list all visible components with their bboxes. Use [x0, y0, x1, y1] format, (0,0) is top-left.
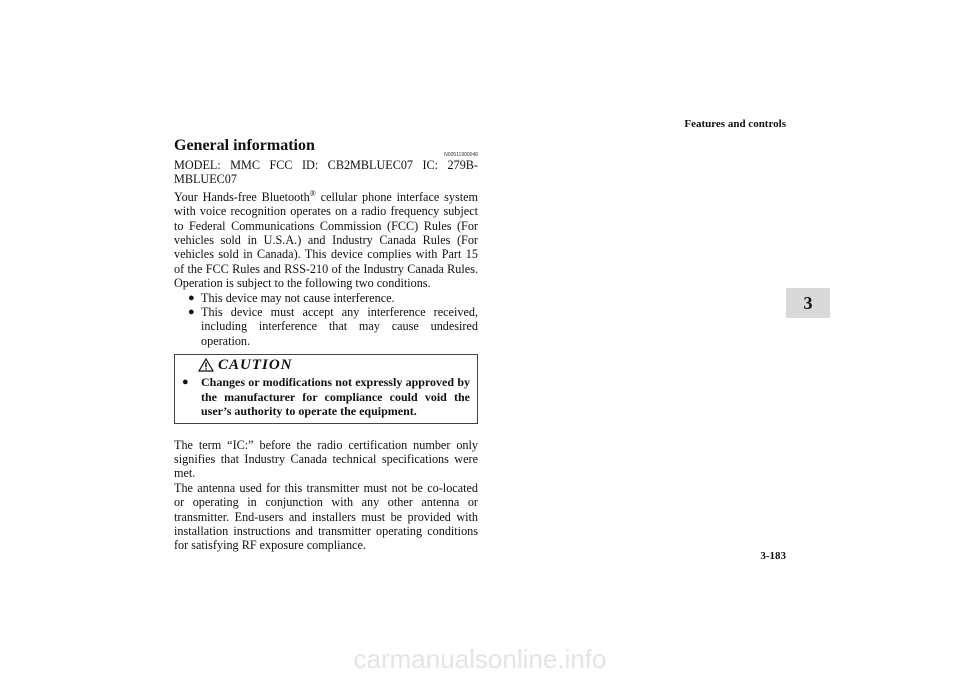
caution-list	[182, 375, 470, 418]
model-line: MODEL: MMC FCC ID: CB2MBLUEC07 IC: 279B-MBLUEC07	[174, 158, 478, 187]
intro-text-start: Your Hands-free Bluetooth	[174, 189, 310, 204]
registered-mark: ®	[309, 188, 316, 198]
chapter-header: Features and controls	[684, 118, 786, 130]
condition-text: This device must accept any interference received, including interference that may cause undesired operation.	[201, 305, 478, 348]
section-code: N00511900046	[444, 152, 478, 158]
page-number: 3-183	[760, 550, 786, 562]
caution-box	[174, 354, 478, 423]
list-item	[182, 375, 470, 418]
condition-text: This device may not cause interference.	[201, 290, 395, 305]
ic-paragraph: The term “IC:” before the radio certification number only signifies that Industry Canada technical specifications were met.	[174, 437, 478, 481]
section-title: General information	[174, 137, 315, 154]
list-item	[188, 291, 478, 305]
warning-triangle-icon	[198, 358, 214, 372]
intro-text-end: cellular phone interface system with voice recognition operates on a radio frequency subject to Federal Communications Commission (FCC) Rules (For vehicles sold in U.S.A.) and Industry Canada Rules (For vehicles sold in Canada). This device complies with Part 15 of the FCC Rules and RSS-210 of the Industry Canada Rules. Operation is subject to the following two conditions.	[174, 189, 478, 291]
bullet-icon: ●	[188, 291, 195, 304]
bullet-icon: ●	[188, 306, 195, 319]
watermark-text: carmanualsonline.info	[353, 644, 607, 674]
list-item	[188, 305, 478, 348]
caution-header	[182, 355, 470, 375]
page-content	[174, 136, 478, 553]
bullet-icon: ●	[182, 376, 189, 389]
antenna-paragraph: The antenna used for this transmitter must not be co-located or operating in conjunction with any other antenna or transmitter. End-users and installers must be provided with installation instructions and transmitter operating conditions for satisfying RF exposure compliance.	[174, 480, 478, 553]
caution-label: CAUTION	[218, 357, 293, 374]
chapter-tab: 3	[786, 288, 830, 318]
intro-paragraph	[174, 190, 478, 291]
caution-text: Changes or modifications not expressly approved by the manufacturer for compliance could void the user’s authority to operate the equipment.	[201, 375, 470, 419]
conditions-list	[174, 291, 478, 349]
